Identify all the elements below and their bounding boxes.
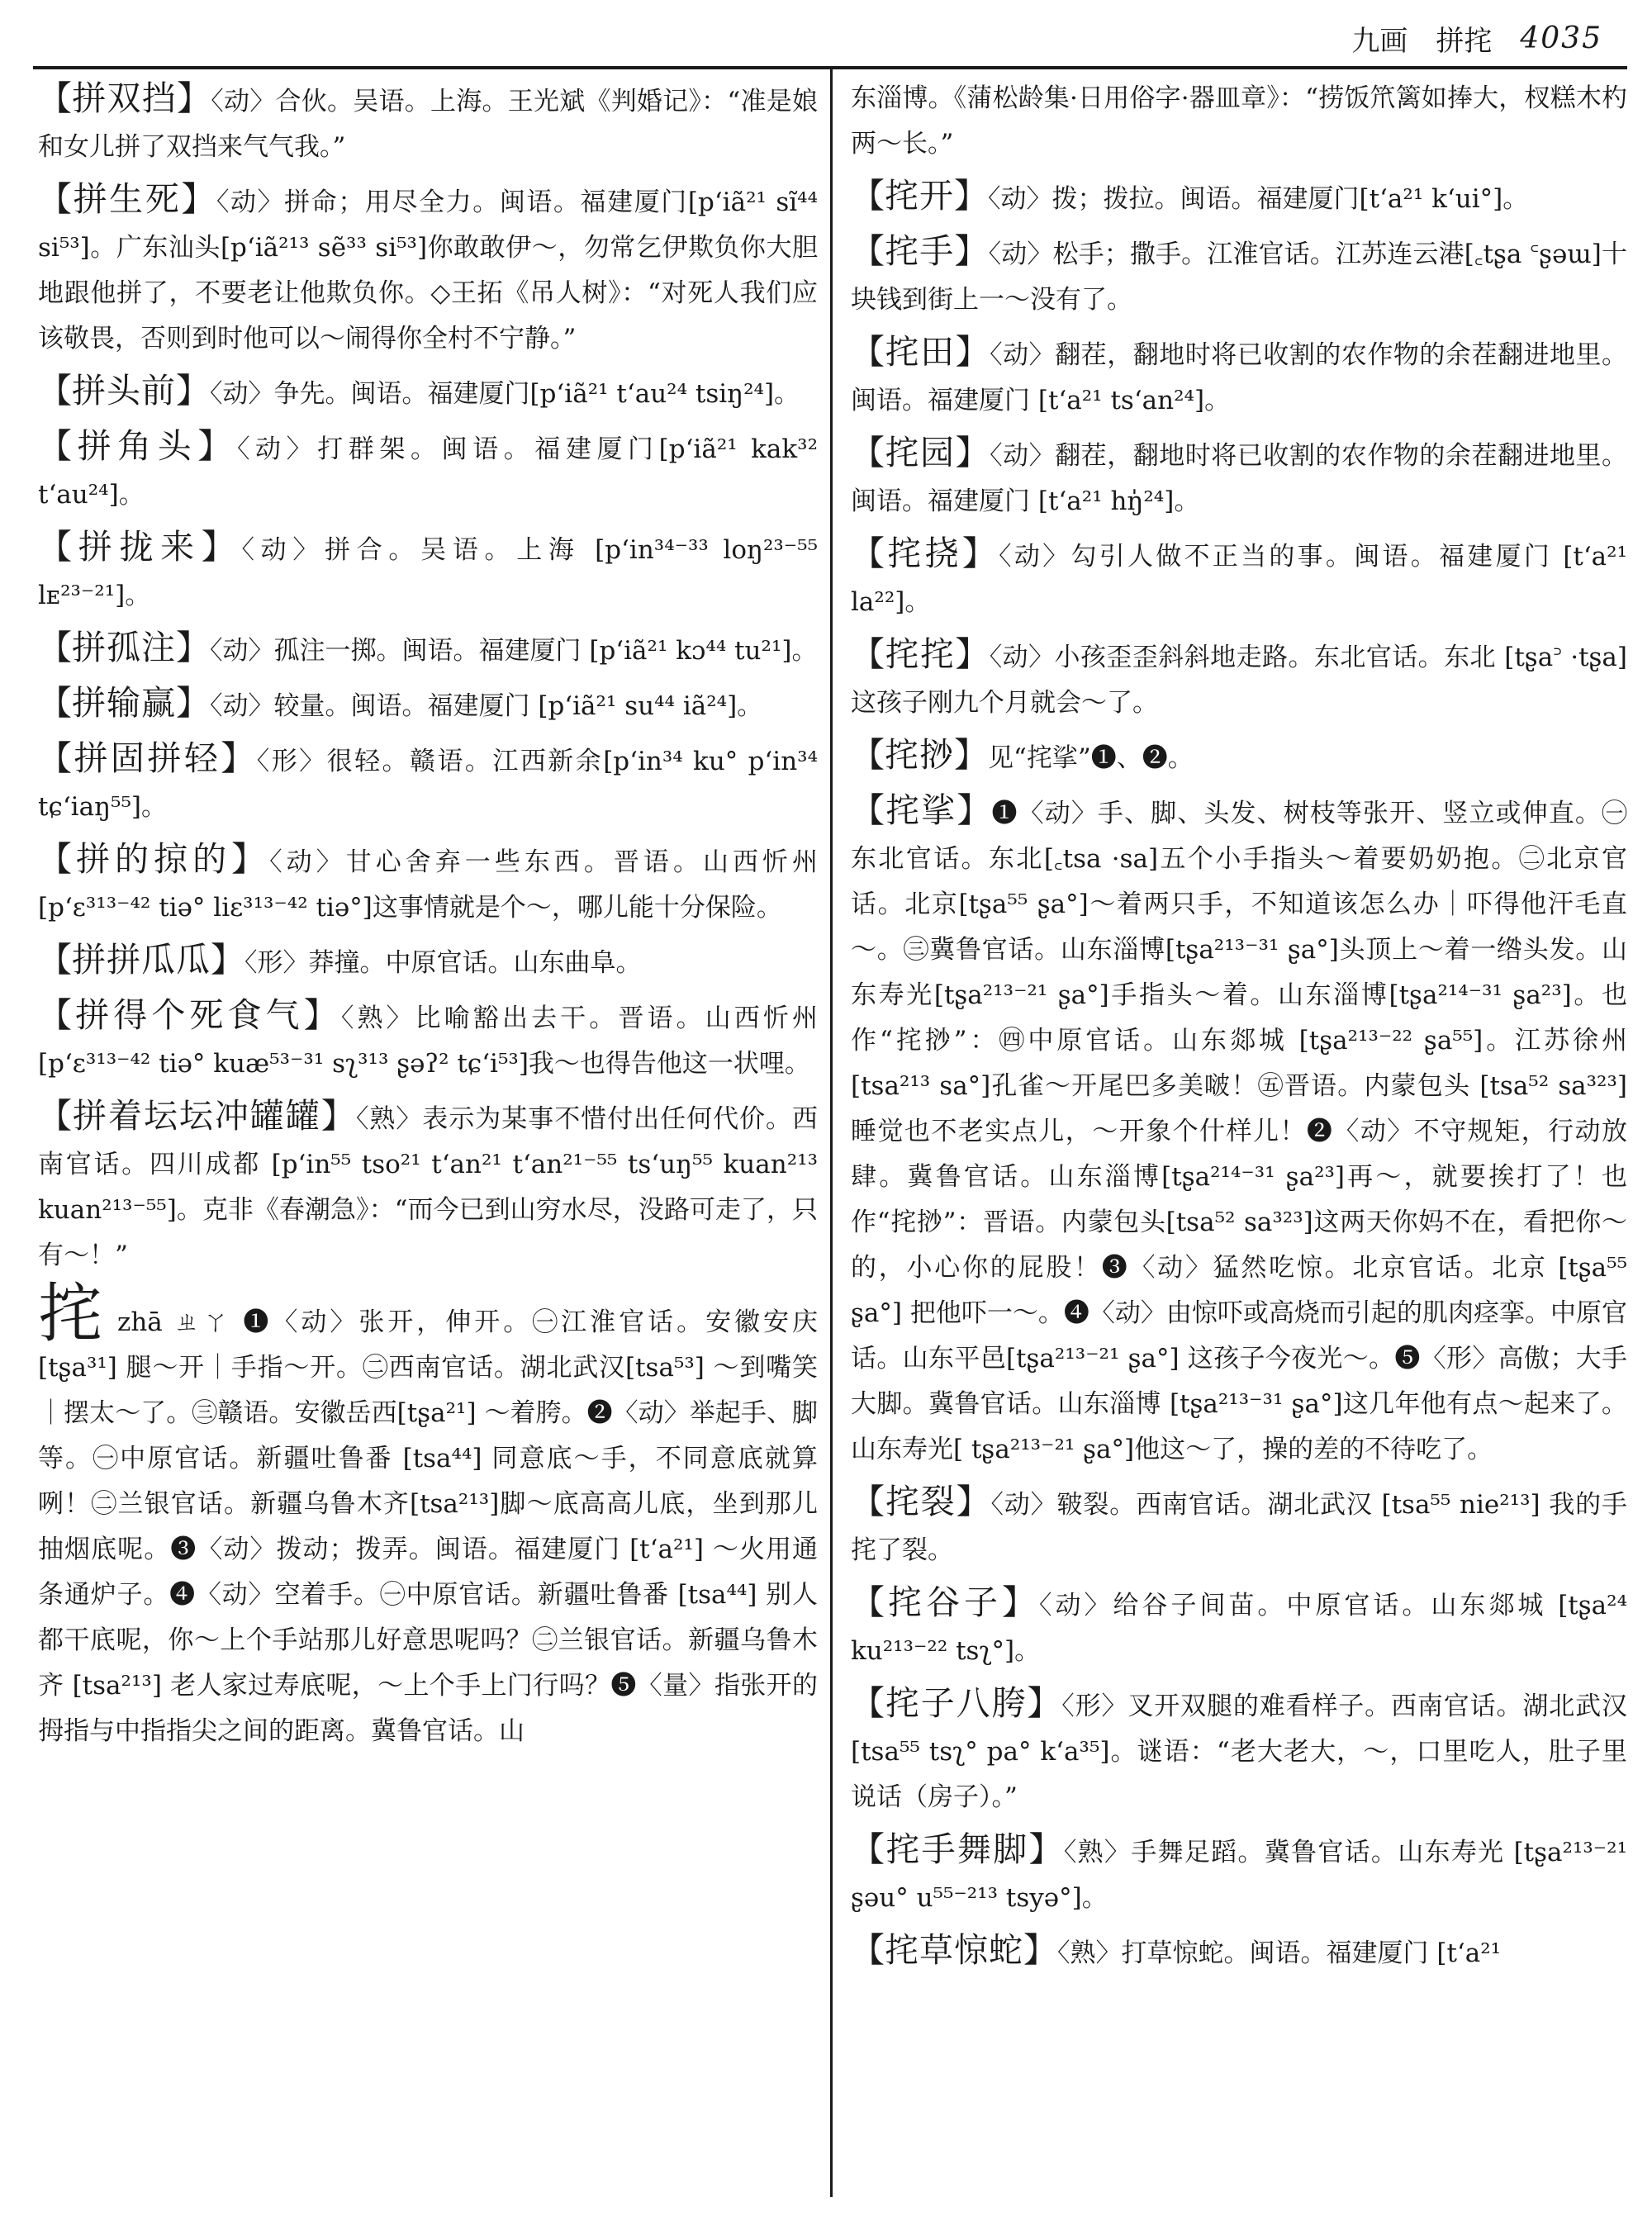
- entry-headword: 拼的掠的: [76, 839, 232, 879]
- bracket-close: 】: [201, 527, 242, 567]
- entry-headword: 挓子八胯: [885, 1683, 1028, 1723]
- bracket-open: 【: [38, 738, 74, 778]
- entry-definition: 〈动〉拼命；用尽全力。闽语。福建厦门[pʻiã²¹ sĩ⁴⁴ si⁵³]。广东汕头[pʻiã²¹³ sẽ³³ si⁵³]你敢敢伊～，勿常乞伊欺负你大胆地跟他拼了，不要老让他欺负你。◇王拓《吊人树》：“对死人我们应该敬畏，否则到时他可以～闹得你全村不宁静。”: [38, 187, 818, 353]
- dictionary-entry: [38, 837, 818, 931]
- dictionary-entry: [38, 681, 818, 729]
- bracket-open: 【: [851, 332, 885, 372]
- entry-headword: 拼拢来: [78, 527, 202, 567]
- bracket-open: 【: [851, 534, 888, 573]
- entry-definition: 〈动〉拨；拨拉。闽语。福建厦门[tʻa²¹ kʻui°]。: [988, 184, 1529, 214]
- entry-headword: 挓裂: [885, 1482, 957, 1521]
- entry-definition: 〈形〉莽撞。中原官话。山东曲阜。: [244, 948, 642, 978]
- bracket-close: 】: [955, 332, 990, 372]
- bracket-open: 【: [38, 940, 72, 980]
- head-character: 挓: [38, 1277, 106, 1351]
- entry-definition: 〈动〉较量。闽语。福建厦门 [pʻiã²¹ su⁴⁴ iã²⁴]。: [210, 691, 763, 721]
- entry-definition: 东淄博。《蒲松龄集·日用俗字·器皿章》：“捞饭笊篱如捧大，杈糕木杓两～长。”: [851, 83, 1627, 159]
- head-character-entry: [38, 1277, 818, 1754]
- entry-headword: 拼输赢: [72, 683, 176, 723]
- entry-headword: 拼头前: [72, 371, 176, 410]
- entry-definition: 〈熟〉表示为某事不惜付出任何代价。西南官话。四川成都 [pʻin⁵⁵ tso²¹ tʻan²¹ tʻan²¹⁻⁵⁵ tsʻuŋ⁵⁵ kuan²¹³ kuan²¹³⁻⁵⁵]。克非《春潮急》：“而今已到山穷水尽，没路可走了，只有～！”: [38, 1104, 818, 1270]
- dictionary-entry: [38, 937, 818, 986]
- head-character-pinyin: zhā: [116, 1307, 163, 1337]
- dictionary-entry: [38, 736, 818, 830]
- bracket-open: 【: [851, 176, 885, 216]
- entry-headword: 挓田: [885, 332, 956, 372]
- entry-headword: 拼孤注: [72, 628, 176, 667]
- bracket-open: 【: [851, 735, 885, 775]
- dictionary-entry: [38, 368, 818, 417]
- bracket-open: 【: [38, 995, 76, 1035]
- entry-definition: 〈熟〉打草惊蛇。闽语。福建厦门 [tʻa²¹: [1057, 1938, 1502, 1968]
- bracket-close: 】: [954, 231, 989, 271]
- bracket-close: 】: [177, 78, 211, 118]
- dictionary-entry: [38, 524, 818, 619]
- bracket-close: 】: [231, 839, 270, 879]
- bracket-close: 】: [957, 790, 992, 830]
- entry-definition: 〈动〉松手；撒手。江淮官话。江苏连云港[꜀tʂa ꜂ʂəɯ]十块钱到街上一～没有了。: [851, 240, 1627, 315]
- dictionary-entry: [851, 1580, 1627, 1674]
- entry-headword: 拼双挡: [72, 78, 177, 118]
- bracket-close: 】: [320, 1096, 356, 1136]
- dictionary-entry: [38, 76, 818, 170]
- bracket-open: 【: [38, 839, 77, 879]
- entry-definition: 〈动〉打群架。闽语。福建厦门[pʻiã²¹ kak³² tʻau²⁴]。: [38, 434, 818, 510]
- dictionary-entry: [851, 1928, 1627, 1976]
- dictionary-entry: [851, 632, 1627, 726]
- dictionary-entry: [38, 1094, 818, 1279]
- entry-definition: 〈动〉合伙。吴语。上海。王光斌《判婚记》：“准是娘和女儿拼了双挡来气气我。”: [38, 87, 818, 162]
- entry-headword: 挓开: [885, 176, 954, 216]
- entry-headword: 挓挱: [885, 735, 954, 775]
- dictionary-entry: [851, 430, 1627, 524]
- bracket-open: 【: [851, 790, 886, 830]
- bracket-close: 】: [961, 534, 999, 573]
- entry-headword: 挓谷子: [888, 1582, 1002, 1622]
- bracket-open: 【: [851, 1930, 885, 1970]
- dictionary-entry: [851, 173, 1627, 222]
- dictionary-entry: [38, 993, 818, 1087]
- bracket-open: 【: [851, 634, 885, 674]
- entry-headword: 挓挓: [885, 634, 956, 674]
- bracket-close: 】: [176, 683, 210, 723]
- dictionary-entry: [851, 1827, 1627, 1921]
- entry-definition: 见“挓挲”❶、❷。: [988, 743, 1194, 773]
- bracket-close: 】: [1023, 1930, 1057, 1970]
- bracket-open: 【: [38, 371, 72, 410]
- page-number: 4035: [1520, 21, 1602, 55]
- entry-definition: 〈动〉翻茬，翻地时将已收割的农作物的余茬翻进地里。闽语。福建厦门 [tʻa²¹ tsʻan²⁴]。: [851, 340, 1627, 415]
- bracket-open: 【: [851, 433, 885, 472]
- dictionary-entry: [38, 177, 818, 362]
- header-headwords: 拼挓: [1436, 24, 1493, 58]
- dictionary-entry: [851, 1681, 1627, 1820]
- entry-definition: 〈动〉皲裂。西南官话。湖北武汉 [tsa⁵⁵ nie²¹³] 我的手挓了裂。: [851, 1490, 1627, 1565]
- entry-definition: 〈形〉叉开双腿的难看样子。西南官话。湖北武汉 [tsa⁵⁵ tsʅ° pa° kʻa³⁵]。谜语：“老大老大，～，口里吃人，肚子里说话（房子）。”: [851, 1691, 1627, 1812]
- entry-definition: 〈动〉给谷子间苗。中原官话。山东郯城 [tʂa²⁴ ku²¹³⁻²² tsʅ°]。: [851, 1591, 1627, 1666]
- bracket-close: 】: [303, 995, 341, 1035]
- bracket-open: 【: [38, 78, 73, 118]
- bracket-open: 【: [38, 527, 78, 567]
- entry-headword: 挓草惊蛇: [885, 1930, 1023, 1970]
- head-character-definition: ❶〈动〉张开，伸开。㊀江淮官话。安徽安庆[tʂa³¹] 腿～开｜手指～开。㊁西南官话。湖北武汉[tsa⁵³] ～到嘴笑｜摆太～了。㊂赣语。安徽岳西[tʂa²¹] ～着胯。❷〈动〉举起手、脚等。㊀中原官话。新疆吐鲁番 [tsa⁴⁴] 同意底～手，不同意底就算咧！㊁兰银官话。新疆乌鲁木齐[tsa²¹³]脚～底高高儿底，坐到那儿抽烟底呢。❸〈动〉拨动；拨弄。闽语。福建厦门 [tʻa²¹] ～火用通条通炉子。❹〈动〉空着手。㊀中原官话。新疆吐鲁番 [tsa⁴⁴] 别人都干底呢，你～上个手站那儿好意思呢吗？㊁兰银官话。新疆乌鲁木齐 [tsa²¹³] 老人家过寿底呢，～上个手上门行吗？❺〈量〉指张开的拇指与中指指尖之间的距离。冀鲁官话。山: [38, 1307, 818, 1746]
- entry-headword: 挓挲: [885, 790, 957, 830]
- bracket-close: 】: [1028, 1829, 1064, 1869]
- bracket-close: 】: [1027, 1683, 1062, 1723]
- dictionary-entry: [38, 625, 818, 674]
- right-column: [851, 76, 1627, 2213]
- bracket-close: 】: [176, 371, 210, 410]
- bracket-open: 【: [38, 628, 72, 667]
- bracket-close: 】: [1001, 1582, 1039, 1622]
- bracket-open: 【: [38, 426, 78, 466]
- entry-headword: 挓手: [885, 231, 955, 271]
- dictionary-entry: [851, 1479, 1627, 1573]
- entry-headword: 挓园: [885, 433, 956, 472]
- head-character-zhuyin: ㄓㄚ: [173, 1307, 232, 1337]
- section-label: 九画: [1351, 24, 1408, 58]
- bracket-close: 】: [956, 1482, 991, 1521]
- bracket-open: 【: [851, 1829, 886, 1869]
- entry-definition: 〈动〉勾引人做不正当的事。闽语。福建厦门 [tʻa²¹ la²²]。: [851, 542, 1627, 617]
- bracket-open: 【: [38, 1096, 73, 1136]
- bracket-close: 】: [955, 433, 990, 472]
- bracket-open: 【: [851, 231, 885, 271]
- entry-headword: 拼生死: [73, 179, 182, 219]
- entry-definition: 〈熟〉手舞足蹈。冀鲁官话。山东寿光 [tʂa²¹³⁻²¹ ʂəu° u⁵⁵⁻²¹³ tsyə°]。: [851, 1838, 1627, 1913]
- bracket-open: 【: [851, 1683, 885, 1723]
- dictionary-entry: [851, 788, 1627, 1473]
- bracket-close: 】: [954, 735, 988, 775]
- entry-headword: 拼得个死食气: [75, 995, 304, 1035]
- bracket-open: 【: [851, 1482, 885, 1521]
- entry-definition: 〈熟〉比喻豁出去干。晋语。山西忻州 [pʻɛ³¹³⁻⁴² tiə° kuæ⁵³⁻³¹ sʅ³¹³ ʂəʔ² tɕʻi⁵³]我～也得告他这一状哩。: [38, 1004, 818, 1079]
- bracket-close: 】: [211, 940, 244, 980]
- bracket-close: 】: [954, 176, 988, 216]
- entry-definition: 〈动〉拼合。吴语。上海 [pʻin³⁴⁻³³ loŋ²³⁻⁵⁵ lᴇ²³⁻²¹]。: [38, 535, 818, 610]
- entry-definition: 〈动〉小孩歪歪斜斜地走路。东北官话。东北 [tʂa꜄ ·tʂa] 这孩子刚九个月就会～了。: [851, 643, 1627, 718]
- entry-headword: 拼拼瓜瓜: [72, 940, 211, 980]
- running-header: [33, 15, 1602, 61]
- bracket-open: 【: [38, 683, 72, 723]
- dictionary-entry: [851, 733, 1627, 781]
- entry-headword: 拼着坛坛冲罐罐: [72, 1096, 321, 1136]
- entry-definition: 〈动〉孤注一掷。闽语。福建厦门 [pʻiã²¹ kɔ⁴⁴ tu²¹]。: [210, 636, 818, 666]
- entry-headword: 拼固拼轻: [74, 738, 221, 778]
- dictionary-entry: [38, 424, 818, 518]
- entry-definition: ❶〈动〉手、脚、头发、树枝等张开、竖立或伸直。㊀东北官话。东北[꜀tsa ·sa]五个小手指头～着要奶奶抱。㊁北京官话。北京[tʂa⁵⁵ ʂa°]～着两只手，不知道该怎么办｜吓得他汗毛直～。㊂冀鲁官话。山东淄博[tʂa²¹³⁻³¹ ʂa°]头顶上～着一绺头发。山东寿光[tʂa²¹³⁻²¹ ʂa°]手指头～着。山东淄博[tʂa²¹⁴⁻³¹ ʂa²³]。也作“挓挱”：㊃中原官话。山东郯城 [tʂa²¹³⁻²² ʂa⁵⁵]。江苏徐州[tsa²¹³ sa°]孔雀～开尾巴多美啵！㊄晋语。内蒙包头 [tsa⁵² sa³²³]睡觉也不老实点儿，～开象个什样儿！❷〈动〉不守规矩，行动放肆。冀鲁官话。山东淄博[tʂa²¹⁴⁻³¹ ʂa²³]再～，就要挨打了！也作“挓挱”：晋语。内蒙包头[tsa⁵² sa³²³]这两天你妈不在，看把你～的，小心你的屁股！❸〈动〉猛然吃惊。北京官话。北京 [tʂa⁵⁵ ʂa°] 把他吓一～。❹〈动〉由惊吓或高烧而引起的肌肉痉挛。中原官话。山东平邑[tʂa²¹³⁻²¹ ʂa°] 这孩子今夜光～。❺〈形〉高傲；大手大脚。冀鲁官话。山东淄博 [tʂa²¹³⁻³¹ ʂa°]这几年他有点～起来了。山东寿光[ tʂa²¹³⁻²¹ ʂa°]他这～了，操的差的不待吃了。: [851, 799, 1627, 1464]
- entry-definition: 〈动〉翻茬，翻地时将已收割的农作物的余茬翻进地里。闽语。福建厦门 [tʻa²¹ hŋ̍²⁴]。: [851, 441, 1627, 516]
- column-divider: [830, 69, 833, 2197]
- entry-headword: 挓挠: [887, 534, 962, 573]
- bracket-close: 】: [181, 179, 216, 219]
- entry-definition: 〈动〉甘心舍弃一些东西。晋语。山西忻州 [pʻɛ³¹³⁻⁴² tiə° liɛ³¹³⁻⁴² tiə°]这事情就是个～，哪儿能十分保险。: [38, 847, 818, 923]
- bracket-close: 】: [221, 738, 257, 778]
- bracket-close: 】: [176, 628, 210, 667]
- bracket-open: 【: [851, 1582, 888, 1622]
- entry-definition: 〈动〉争先。闽语。福建厦门[pʻiã²¹ tʻau²⁴ tsiŋ²⁴]。: [210, 379, 800, 409]
- dictionary-entry: [851, 531, 1627, 625]
- bracket-open: 【: [38, 179, 74, 219]
- bracket-close: 】: [197, 426, 237, 466]
- left-column: [38, 76, 818, 2213]
- entry-headword: 挓手舞脚: [885, 1829, 1029, 1869]
- bracket-close: 】: [955, 634, 990, 674]
- entry-headword: 拼角头: [77, 426, 198, 466]
- dictionary-entry: [851, 330, 1627, 424]
- dictionary-entry: [851, 229, 1627, 323]
- entry-definition: 〈形〉很轻。赣语。江西新余[pʻin³⁴ ku° pʻin³⁴ tɕʻiaŋ⁵⁵]。: [38, 747, 818, 822]
- dictionary-entry: [851, 76, 1627, 167]
